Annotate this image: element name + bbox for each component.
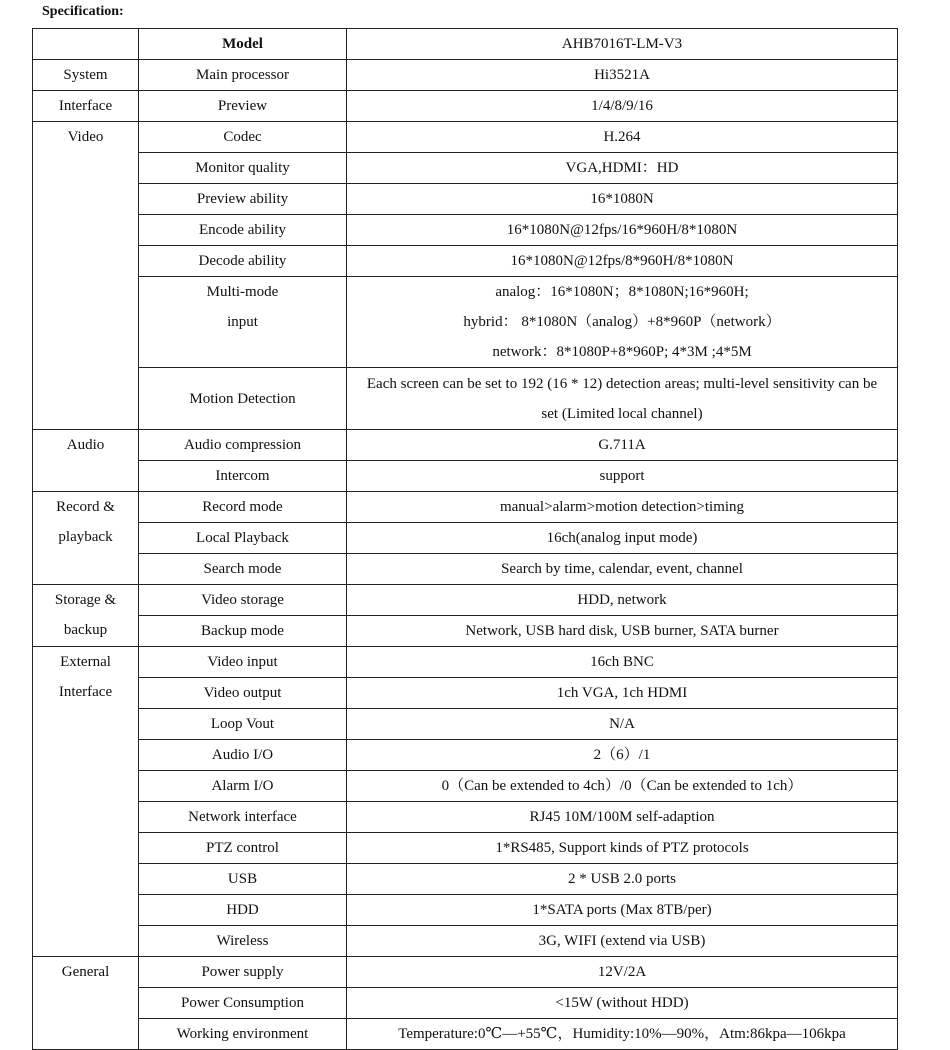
value-cell: RJ45 10M/100M self-adaption: [347, 802, 898, 833]
item-cell: Network interface: [139, 802, 347, 833]
value-cell: 2 * USB 2.0 ports: [347, 864, 898, 895]
value-line: analog：16*1080N；8*1080N;16*960H;: [495, 284, 749, 300]
item-cell: Intercom: [139, 461, 347, 492]
item-cell: Alarm I/O: [139, 771, 347, 802]
table-row: [33, 523, 898, 554]
value-line: Each screen can be set to 192 (16 * 12) detection areas; multi-level sensitivity can be: [366, 375, 878, 392]
value-line: network：8*1080P+8*960P; 4*3M ;4*5M: [492, 344, 752, 360]
category-cell: Interface: [33, 91, 139, 122]
category-line: playback: [58, 529, 113, 545]
category-line: Record &: [56, 499, 115, 515]
spec-table: [32, 28, 898, 1050]
table-row: [33, 29, 898, 60]
table-row: [33, 616, 898, 647]
item-cell: USB: [139, 864, 347, 895]
value-cell: 3G, WIFI (extend via USB): [347, 926, 898, 957]
value-cell: 16ch BNC: [347, 647, 898, 678]
table-row: [33, 215, 898, 246]
value-cell: 16*1080N@12fps/8*960H/8*1080N: [347, 246, 898, 277]
value-cell: manual>alarm>motion detection>timing: [347, 492, 898, 523]
category-cell: Video: [33, 122, 139, 430]
value-line: set (Limited local channel): [541, 405, 703, 422]
table-row: [33, 60, 898, 91]
value-cell: Search by time, calendar, event, channel: [347, 554, 898, 585]
category-line: Interface: [58, 684, 113, 700]
item-cell: Record mode: [139, 492, 347, 523]
item-line: input: [227, 314, 258, 330]
table-row: [33, 554, 898, 585]
item-cell: Video input: [139, 647, 347, 678]
category-line: Storage &: [54, 592, 117, 608]
table-row: [33, 492, 898, 523]
value-cell: HDD, network: [347, 585, 898, 616]
item-cell: Monitor quality: [139, 153, 347, 184]
table-row: [33, 91, 898, 122]
table-row: [33, 1019, 898, 1050]
value-cell: Hi3521A: [347, 60, 898, 91]
table-cell: [33, 29, 139, 60]
value-cell: 0（Can be extended to 4ch）/0（Can be extended to 1ch）: [347, 771, 898, 802]
category-cell: [33, 647, 139, 957]
category-cell: General: [33, 957, 139, 1050]
item-cell: Preview ability: [139, 184, 347, 215]
table-row: [33, 430, 898, 461]
table-row: [33, 833, 898, 864]
item-cell: Preview: [139, 91, 347, 122]
item-cell: Working environment: [139, 1019, 347, 1050]
item-cell: Video storage: [139, 585, 347, 616]
category-line: backup: [63, 622, 108, 638]
table-row: [33, 709, 898, 740]
value-cell: VGA,HDMI：HD: [347, 153, 898, 184]
category-cell: Audio: [33, 430, 139, 492]
item-cell: Motion Detection: [139, 368, 347, 430]
item-cell: Backup mode: [139, 616, 347, 647]
item-cell: Codec: [139, 122, 347, 153]
header-label: Model: [139, 29, 347, 60]
value-cell: Network, USB hard disk, USB burner, SATA burner: [347, 616, 898, 647]
value-cell: 1*RS485, Support kinds of PTZ protocols: [347, 833, 898, 864]
table-row: [33, 678, 898, 709]
item-cell: Audio I/O: [139, 740, 347, 771]
value-cell: [347, 368, 898, 430]
value-cell: 1/4/8/9/16: [347, 91, 898, 122]
table-row: [33, 277, 898, 368]
item-cell: Main processor: [139, 60, 347, 91]
value-cell: 16*1080N: [347, 184, 898, 215]
table-row: [33, 153, 898, 184]
item-cell: Power supply: [139, 957, 347, 988]
category-line: External: [60, 654, 111, 670]
table-row: [33, 957, 898, 988]
table-row: [33, 988, 898, 1019]
item-cell: Encode ability: [139, 215, 347, 246]
header-value: AHB7016T-LM-V3: [347, 29, 898, 60]
item-cell: [139, 277, 347, 368]
item-cell: PTZ control: [139, 833, 347, 864]
value-cell: 2（6）/1: [347, 740, 898, 771]
item-cell: Local Playback: [139, 523, 347, 554]
item-cell: Video output: [139, 678, 347, 709]
value-cell: 12V/2A: [347, 957, 898, 988]
table-row: [33, 895, 898, 926]
item-cell: Wireless: [139, 926, 347, 957]
table-row: [33, 184, 898, 215]
value-cell: support: [347, 461, 898, 492]
value-cell: Temperature:0℃—+55℃，Humidity:10%—90%，Atm:86kpa—106kpa: [347, 1019, 898, 1050]
item-cell: Power Consumption: [139, 988, 347, 1019]
value-cell: 16ch(analog input mode): [347, 523, 898, 554]
value-cell: H.264: [347, 122, 898, 153]
item-cell: Loop Vout: [139, 709, 347, 740]
value-cell: 1*SATA ports (Max 8TB/per): [347, 895, 898, 926]
value-cell: 16*1080N@12fps/16*960H/8*1080N: [347, 215, 898, 246]
value-cell: [347, 277, 898, 368]
table-row: [33, 647, 898, 678]
value-cell: 1ch VGA, 1ch HDMI: [347, 678, 898, 709]
table-row: [33, 461, 898, 492]
category-cell: [33, 585, 139, 647]
table-row: [33, 802, 898, 833]
table-row: [33, 122, 898, 153]
table-row: [33, 926, 898, 957]
table-row: [33, 771, 898, 802]
table-row: [33, 585, 898, 616]
item-line: Multi-mode: [206, 284, 279, 300]
category-cell: [33, 492, 139, 585]
table-row: [33, 368, 898, 430]
item-cell: Audio compression: [139, 430, 347, 461]
table-row: [33, 864, 898, 895]
value-cell: N/A: [347, 709, 898, 740]
value-cell: <15W (without HDD): [347, 988, 898, 1019]
item-cell: Search mode: [139, 554, 347, 585]
item-cell: Decode ability: [139, 246, 347, 277]
value-cell: G.711A: [347, 430, 898, 461]
value-line: hybrid： 8*1080N（analog）+8*960P（network）: [463, 314, 781, 330]
page-title: Specification:: [42, 4, 124, 19]
table-row: [33, 740, 898, 771]
table-row: [33, 246, 898, 277]
category-cell: System: [33, 60, 139, 91]
item-cell: HDD: [139, 895, 347, 926]
